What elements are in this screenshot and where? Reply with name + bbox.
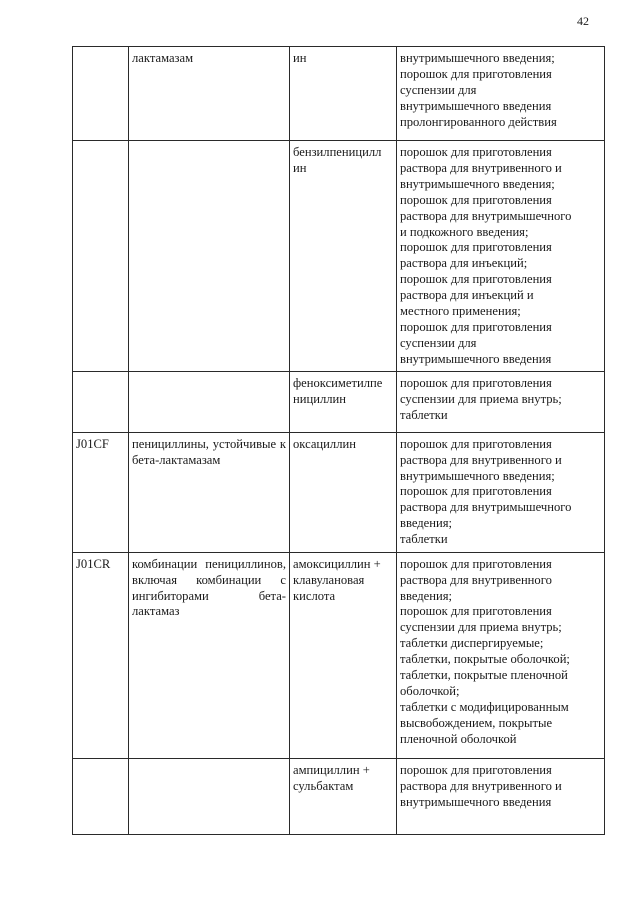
- dosage-form-line: порошок для приготовления: [400, 484, 552, 499]
- dosage-form-cell: [397, 758, 605, 834]
- dosage-form-line: оболочкой;: [400, 683, 460, 698]
- dosage-form-cell: [397, 371, 605, 432]
- pharmacological-group: пенициллины, устойчивые к бета-лактамазам: [132, 436, 286, 467]
- drug-name-cell: [290, 371, 397, 432]
- dosage-form-line: и подкожного введения;: [400, 224, 529, 239]
- dosage-form-line: таблетки диспергируемые;: [400, 636, 544, 651]
- table-row: [73, 141, 605, 372]
- dosage-form-line: порошок для приготовления: [400, 375, 552, 390]
- dosage-form-line: раствора для внутривенного и: [400, 778, 562, 793]
- dosage-form-line: внутримышечного введения: [400, 98, 552, 113]
- atc-code-cell: [73, 47, 129, 141]
- table-row: [73, 47, 605, 141]
- dosage-form-line: введения;: [400, 516, 453, 531]
- dosage-form-line: порошок для приготовления: [400, 66, 552, 81]
- dosage-form-cell: [397, 141, 605, 372]
- group-cell: [129, 552, 290, 758]
- dosage-form-line: порошок для приготовления: [400, 240, 552, 255]
- dosage-form-line: внутримышечного введения: [400, 794, 552, 809]
- drug-name-cell: [290, 552, 397, 758]
- drug-name-cell: [290, 758, 397, 834]
- atc-code: J01CR: [76, 556, 111, 571]
- dosage-form-line: порошок для приготовления: [400, 762, 552, 777]
- dosage-form-line: таблетки: [400, 532, 448, 547]
- dosage-form-cell: [397, 552, 605, 758]
- dosage-form-line: порошок для приготовления: [400, 604, 552, 619]
- dosage-form-line: порошок для приготовления: [400, 145, 552, 159]
- dosage-form-line: порошок для приготовления: [400, 319, 552, 334]
- group-cell: [129, 432, 290, 552]
- dosage-form-line: раствора для внутривенного: [400, 572, 552, 587]
- dosage-form-line: таблетки, покрытые пленочной: [400, 668, 568, 683]
- dosage-form-line: раствора для внутривенного и: [400, 452, 562, 467]
- dosage-form-line: раствора для инъекций;: [400, 256, 528, 271]
- group-cell: [129, 141, 290, 372]
- atc-code-cell: [73, 371, 129, 432]
- drug-name: феноксиметилпе нициллин: [293, 375, 383, 406]
- dosage-form-line: таблетки: [400, 407, 448, 422]
- drug-name: ампициллин + сульбактам: [293, 762, 370, 793]
- dosage-form-cell: [397, 432, 605, 552]
- atc-code-cell: [73, 758, 129, 834]
- group-cell: [129, 758, 290, 834]
- drug-name-cell: [290, 141, 397, 372]
- drug-name: ин: [293, 51, 307, 65]
- table-row: [73, 552, 605, 758]
- atc-code: J01CF: [76, 436, 109, 451]
- dosage-form-line: суспензии для: [400, 335, 477, 350]
- atc-code-cell: [73, 432, 129, 552]
- drug-table: [72, 46, 605, 835]
- dosage-form-line: раствора для внутримышечного: [400, 500, 572, 515]
- dosage-form-line: порошок для приготовления: [400, 272, 552, 287]
- dosage-form-line: таблетки, покрытые оболочкой;: [400, 652, 570, 667]
- dosage-form-line: раствора для внутримышечного: [400, 208, 572, 223]
- dosage-form-cell: [397, 47, 605, 141]
- dosage-form-line: раствора для инъекций и: [400, 288, 534, 303]
- dosage-form-line: внутримышечного введения: [400, 351, 552, 366]
- pharmacological-group: лактамазам: [132, 51, 194, 65]
- dosage-form-line: суспензии для: [400, 82, 477, 97]
- dosage-form-line: порошок для приготовления: [400, 192, 552, 207]
- dosage-form-line: внутримышечного введения;: [400, 51, 555, 65]
- dosage-form-line: суспензии для приема внутрь;: [400, 391, 562, 406]
- table-row: [73, 371, 605, 432]
- pharmacological-group: комбинации пенициллинов, включая комбинации с ингибиторами бета-лактамаз: [132, 556, 286, 619]
- page-number: 42: [577, 14, 589, 28]
- dosage-form-line: пролонгированного действия: [400, 114, 557, 129]
- dosage-form-line: местного применения;: [400, 304, 521, 319]
- dosage-form-line: порошок для приготовления: [400, 436, 552, 451]
- dosage-form-line: внутримышечного введения;: [400, 176, 555, 191]
- dosage-form-line: суспензии для приема внутрь;: [400, 620, 562, 635]
- group-cell: [129, 47, 290, 141]
- group-cell: [129, 371, 290, 432]
- atc-code-cell: [73, 552, 129, 758]
- table-row: [73, 758, 605, 834]
- dosage-form-line: введения;: [400, 588, 453, 603]
- dosage-form-line: внутримышечного введения;: [400, 468, 555, 483]
- dosage-form-line: пленочной оболочкой: [400, 731, 517, 746]
- dosage-form-line: таблетки с модифицированным: [400, 699, 569, 714]
- drug-name: бензилпеницилл ин: [293, 145, 382, 175]
- atc-code-cell: [73, 141, 129, 372]
- drug-name: оксациллин: [293, 436, 356, 451]
- drug-name-cell: [290, 432, 397, 552]
- dosage-form-line: порошок для приготовления: [400, 556, 552, 571]
- drug-name: амоксициллин + клавулановая кислота: [293, 556, 381, 603]
- dosage-form-line: высвобождением, покрытые: [400, 715, 553, 730]
- dosage-form-line: раствора для внутривенного и: [400, 160, 562, 175]
- drug-name-cell: [290, 47, 397, 141]
- table-row: [73, 432, 605, 552]
